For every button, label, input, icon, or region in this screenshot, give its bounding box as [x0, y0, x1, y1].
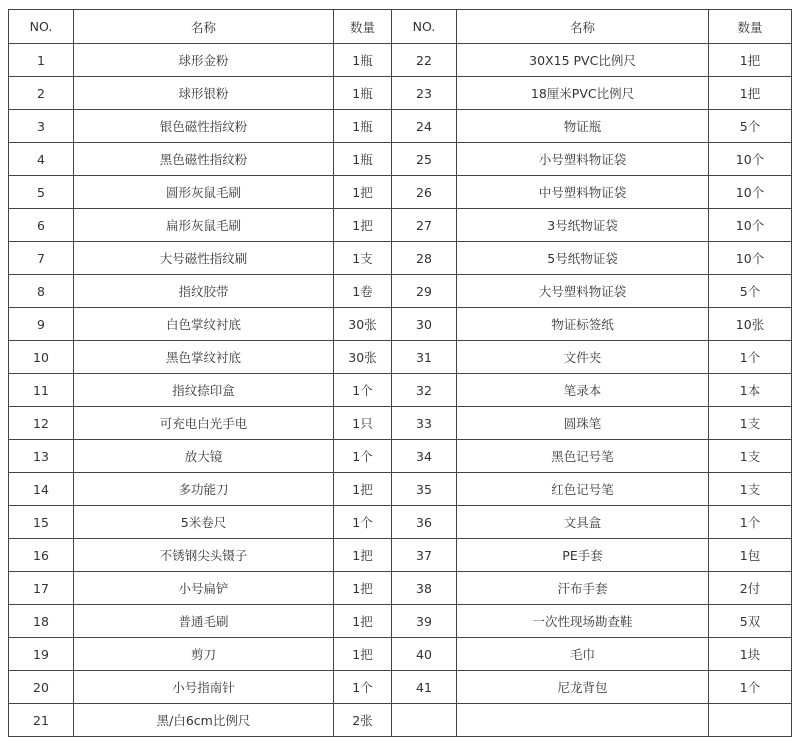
item-no-cell: 20: [9, 671, 74, 704]
table-row: [9, 77, 792, 110]
item-no-cell: 24: [392, 110, 457, 143]
item-qty-cell: 1瓶: [334, 110, 392, 143]
item-no-cell: 16: [9, 539, 74, 572]
item-qty-cell: 1卷: [334, 275, 392, 308]
item-qty-cell: 1个: [334, 374, 392, 407]
item-no-cell: 25: [392, 143, 457, 176]
item-name-cell: 黑/白6cm比例尺: [74, 704, 334, 737]
item-no-cell: 12: [9, 407, 74, 440]
item-qty-cell: 1把: [334, 473, 392, 506]
item-name-cell: 普通毛刷: [74, 605, 334, 638]
item-name-cell: 大号磁性指纹刷: [74, 242, 334, 275]
item-qty-cell: 1支: [709, 473, 792, 506]
item-no-cell: 6: [9, 209, 74, 242]
item-no-cell: 36: [392, 506, 457, 539]
table-row: [9, 275, 792, 308]
item-name-cell: 红色记号笔: [457, 473, 709, 506]
item-qty-cell: 5个: [709, 275, 792, 308]
item-name-cell: 5号纸物证袋: [457, 242, 709, 275]
item-qty-cell: 5双: [709, 605, 792, 638]
item-name-cell: 圆形灰鼠毛刷: [74, 176, 334, 209]
table-header-row: [9, 10, 792, 44]
header-qty-left: 数量: [334, 10, 392, 44]
item-no-cell: 2: [9, 77, 74, 110]
item-qty-cell: 1把: [709, 77, 792, 110]
item-qty-cell: 1支: [709, 440, 792, 473]
inventory-table-container: [8, 9, 792, 737]
item-qty-cell: 1支: [334, 242, 392, 275]
item-qty-cell: 1把: [334, 176, 392, 209]
item-no-cell: 13: [9, 440, 74, 473]
item-no-cell: 23: [392, 77, 457, 110]
item-name-cell: 毛巾: [457, 638, 709, 671]
item-name-cell: 30X15 PVC比例尺: [457, 44, 709, 77]
item-name-cell: 18厘米PVC比例尺: [457, 77, 709, 110]
item-name-cell: 文件夹: [457, 341, 709, 374]
table-row: [9, 539, 792, 572]
item-no-cell: 35: [392, 473, 457, 506]
item-qty-cell: 1把: [334, 209, 392, 242]
item-no-cell: 8: [9, 275, 74, 308]
item-name-cell: 物证标签纸: [457, 308, 709, 341]
item-no-cell: 3: [9, 110, 74, 143]
item-name-cell: [457, 704, 709, 737]
table-row: [9, 638, 792, 671]
item-no-cell: 33: [392, 407, 457, 440]
item-qty-cell: 2付: [709, 572, 792, 605]
item-name-cell: 文具盒: [457, 506, 709, 539]
item-qty-cell: 10个: [709, 209, 792, 242]
item-no-cell: 37: [392, 539, 457, 572]
table-row: [9, 110, 792, 143]
item-no-cell: 38: [392, 572, 457, 605]
table-row: [9, 671, 792, 704]
inventory-table: [8, 9, 792, 737]
table-row: [9, 308, 792, 341]
item-no-cell: [392, 704, 457, 737]
item-no-cell: 32: [392, 374, 457, 407]
item-name-cell: 黑色记号笔: [457, 440, 709, 473]
item-no-cell: 34: [392, 440, 457, 473]
item-no-cell: 18: [9, 605, 74, 638]
item-qty-cell: 1把: [334, 638, 392, 671]
item-no-cell: 11: [9, 374, 74, 407]
item-no-cell: 4: [9, 143, 74, 176]
item-qty-cell: 1把: [709, 44, 792, 77]
table-row: [9, 407, 792, 440]
item-no-cell: 10: [9, 341, 74, 374]
item-qty-cell: 1包: [709, 539, 792, 572]
item-name-cell: 黑色掌纹衬底: [74, 341, 334, 374]
item-qty-cell: 5个: [709, 110, 792, 143]
item-name-cell: 一次性现场勘查鞋: [457, 605, 709, 638]
item-name-cell: 扁形灰鼠毛刷: [74, 209, 334, 242]
item-name-cell: 不锈钢尖头镊子: [74, 539, 334, 572]
item-name-cell: 尼龙背包: [457, 671, 709, 704]
item-name-cell: 小号塑料物证袋: [457, 143, 709, 176]
item-name-cell: 中号塑料物证袋: [457, 176, 709, 209]
table-row: [9, 506, 792, 539]
item-qty-cell: 1个: [334, 671, 392, 704]
item-no-cell: 22: [392, 44, 457, 77]
item-name-cell: 汗布手套: [457, 572, 709, 605]
table-row: [9, 572, 792, 605]
item-qty-cell: 30张: [334, 308, 392, 341]
item-name-cell: 小号指南针: [74, 671, 334, 704]
item-qty-cell: 1个: [709, 671, 792, 704]
item-qty-cell: 1瓶: [334, 44, 392, 77]
table-row: [9, 44, 792, 77]
table-row: [9, 440, 792, 473]
item-qty-cell: 1个: [709, 341, 792, 374]
item-name-cell: 放大镜: [74, 440, 334, 473]
item-name-cell: 笔录本: [457, 374, 709, 407]
item-name-cell: 剪刀: [74, 638, 334, 671]
item-name-cell: 可充电白光手电: [74, 407, 334, 440]
item-no-cell: 41: [392, 671, 457, 704]
header-qty-right: 数量: [709, 10, 792, 44]
item-qty-cell: 10个: [709, 176, 792, 209]
item-name-cell: 3号纸物证袋: [457, 209, 709, 242]
item-no-cell: 29: [392, 275, 457, 308]
item-qty-cell: 1把: [334, 539, 392, 572]
item-qty-cell: 1瓶: [334, 77, 392, 110]
item-no-cell: 14: [9, 473, 74, 506]
item-qty-cell: 1个: [334, 506, 392, 539]
item-no-cell: 39: [392, 605, 457, 638]
item-no-cell: 19: [9, 638, 74, 671]
item-no-cell: 31: [392, 341, 457, 374]
item-no-cell: 21: [9, 704, 74, 737]
item-no-cell: 26: [392, 176, 457, 209]
header-no-right: NO.: [392, 10, 457, 44]
item-qty-cell: 1本: [709, 374, 792, 407]
table-row: [9, 473, 792, 506]
item-qty-cell: 30张: [334, 341, 392, 374]
item-name-cell: 大号塑料物证袋: [457, 275, 709, 308]
table-row: [9, 242, 792, 275]
item-no-cell: 5: [9, 176, 74, 209]
item-qty-cell: 2张: [334, 704, 392, 737]
item-qty-cell: 1把: [334, 572, 392, 605]
item-name-cell: 球形银粉: [74, 77, 334, 110]
item-qty-cell: 10个: [709, 143, 792, 176]
table-row: [9, 374, 792, 407]
item-no-cell: 28: [392, 242, 457, 275]
item-qty-cell: 1只: [334, 407, 392, 440]
table-row: [9, 209, 792, 242]
item-name-cell: 黑色磁性指纹粉: [74, 143, 334, 176]
item-no-cell: 30: [392, 308, 457, 341]
table-row: [9, 176, 792, 209]
item-name-cell: 球形金粉: [74, 44, 334, 77]
item-name-cell: 小号扁铲: [74, 572, 334, 605]
item-name-cell: 物证瓶: [457, 110, 709, 143]
item-name-cell: 白色掌纹衬底: [74, 308, 334, 341]
item-qty-cell: 1个: [709, 506, 792, 539]
item-name-cell: 指纹胶带: [74, 275, 334, 308]
item-qty-cell: 1瓶: [334, 143, 392, 176]
table-row: [9, 143, 792, 176]
item-no-cell: 9: [9, 308, 74, 341]
header-name-left: 名称: [74, 10, 334, 44]
header-no-left: NO.: [9, 10, 74, 44]
item-qty-cell: 1支: [709, 407, 792, 440]
item-name-cell: 5米卷尺: [74, 506, 334, 539]
item-no-cell: 7: [9, 242, 74, 275]
item-qty-cell: 1块: [709, 638, 792, 671]
item-qty-cell: 10张: [709, 308, 792, 341]
item-no-cell: 27: [392, 209, 457, 242]
table-row: [9, 605, 792, 638]
item-name-cell: 指纹捺印盒: [74, 374, 334, 407]
item-qty-cell: 10个: [709, 242, 792, 275]
item-name-cell: PE手套: [457, 539, 709, 572]
item-name-cell: 多功能刀: [74, 473, 334, 506]
item-name-cell: 圆珠笔: [457, 407, 709, 440]
item-qty-cell: 1把: [334, 605, 392, 638]
header-name-right: 名称: [457, 10, 709, 44]
item-no-cell: 15: [9, 506, 74, 539]
table-row: [9, 704, 792, 737]
table-row: [9, 341, 792, 374]
item-no-cell: 40: [392, 638, 457, 671]
item-qty-cell: [709, 704, 792, 737]
item-no-cell: 1: [9, 44, 74, 77]
item-no-cell: 17: [9, 572, 74, 605]
item-qty-cell: 1个: [334, 440, 392, 473]
item-name-cell: 银色磁性指纹粉: [74, 110, 334, 143]
